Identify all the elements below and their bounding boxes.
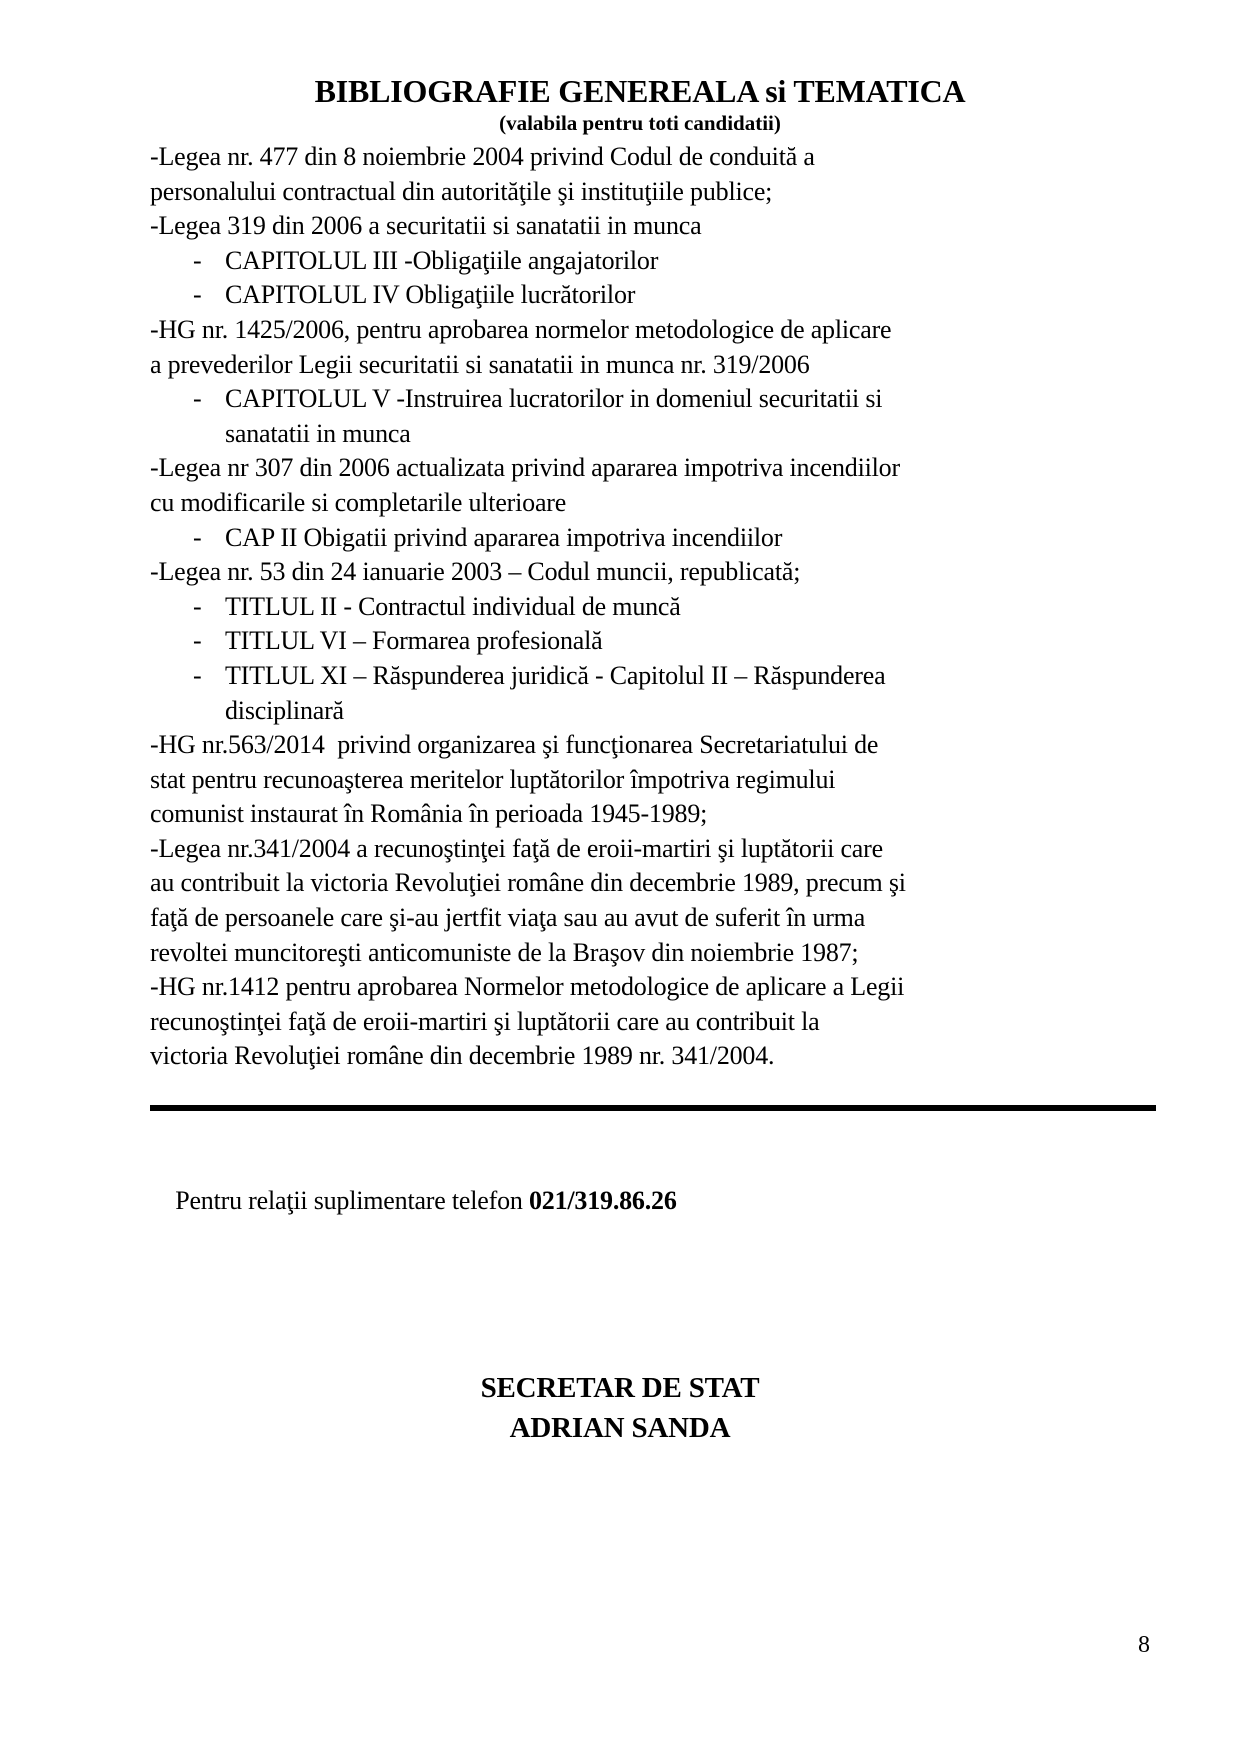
bibliography-line [150, 590, 1090, 625]
bibliography-line [150, 244, 1090, 279]
bibliography-line [150, 382, 1090, 417]
bibliography-line [150, 659, 1090, 694]
bibliography-line: -Legea nr. 53 din 24 ianuarie 2003 – Codul muncii, republicată; [150, 557, 801, 587]
bibliography-line [150, 521, 1090, 556]
bibliography-line: -Legea nr.341/2004 a recunoştinţei faţă de eroii-martiri şi luptătorii care [150, 833, 883, 863]
signature-block [0, 1368, 1240, 1448]
bibliography-line: a prevederilor Legii securitatii si sanatatii in munca nr. 319/2006 [150, 349, 810, 379]
bibliography-line: recunoştinţei faţă de eroii-martiri şi luptătorii care au contribuit la [150, 1006, 820, 1036]
bibliography-line: disciplinară [225, 695, 344, 725]
page-subtitle: (valabila pentru toti candidatii) [499, 111, 781, 135]
bibliography-line: -Legea nr 307 din 2006 actualizata privind apararea impotriva incendiilor [150, 453, 900, 483]
bullet-dash: - [193, 626, 202, 656]
bullet-text: CAPITOLUL V -Instruirea lucratorilor in domeniul securitatii si [225, 384, 883, 414]
phone-number: 021/319.86.26 [529, 1186, 677, 1215]
bullet-dash: - [193, 280, 202, 310]
signature-role: SECRETAR DE STAT [480, 1372, 760, 1404]
bullet-text: TITLUL VI – Formarea profesională [225, 626, 603, 656]
bibliography-line: personalului contractual din autorităţile şi instituţiile publice; [150, 176, 773, 206]
bullet-text: CAPITOLUL IV Obligaţiile lucrătorilor [225, 280, 636, 310]
bibliography-line: cu modificarile si completarile ulterioare [150, 487, 567, 517]
bibliography-line: faţă de persoanele care şi-au jertfit viaţa sau au avut de suferit în urma [150, 903, 866, 933]
bibliography-list [150, 140, 1090, 1074]
bullet-text: TITLUL II - Contractul individual de muncă [225, 591, 681, 621]
bibliography-line: -Legea nr. 477 din 8 noiembrie 2004 privind Codul de conduită a [150, 142, 815, 171]
bibliography-line [150, 624, 1090, 659]
bibliography-line: -Legea 319 din 2006 a securitatii si sanatatii in munca [150, 211, 702, 241]
bullet-dash: - [193, 660, 202, 690]
bibliography-line: sanatatii in munca [225, 418, 411, 448]
page-title: BIBLIOGRAFIE GENEREALA si TEMATICA [314, 73, 966, 109]
document-header [150, 72, 1130, 136]
bibliography-line: revoltei muncitoreşti anticomuniste de la Braşov din noiembrie 1987; [150, 937, 859, 967]
bibliography-line: -HG nr.1412 pentru aprobarea Normelor metodologice de aplicare a Legii [150, 972, 905, 1002]
bibliography-line: stat pentru recunoaşterea meritelor luptătorilor împotriva regimului [150, 764, 836, 794]
bullet-dash: - [193, 245, 202, 275]
bullet-dash: - [193, 522, 202, 552]
bibliography-line: au contribuit la victoria Revoluţiei române din decembrie 1989, precum şi [150, 868, 906, 898]
contact-label: Pentru relaţii suplimentare telefon [175, 1186, 529, 1215]
signature-name: ADRIAN SANDA [509, 1412, 731, 1444]
bullet-text: CAPITOLUL III -Obligaţiile angajatorilor [225, 245, 659, 275]
bullet-text: CAP II Obigatii privind apararea impotriva incendiilor [225, 522, 783, 552]
bibliography-line: -HG nr. 1425/2006, pentru aprobarea normelor metodologice de aplicare [150, 314, 892, 344]
contact-line [150, 1148, 1090, 1215]
bibliography-line: -HG nr.563/2014 privind organizarea şi funcţionarea Secretariatului de [150, 730, 879, 760]
horizontal-rule [150, 1105, 1156, 1111]
bullet-text: TITLUL XI – Răspunderea juridică - Capitolul II – Răspunderea [225, 660, 886, 690]
bibliography-line: comunist instaurat în România în perioada 1945-1989; [150, 799, 708, 829]
bullet-dash: - [193, 384, 202, 414]
bibliography-line: victoria Revoluţiei române din decembrie 1989 nr. 341/2004. [150, 1041, 775, 1071]
bullet-dash: - [193, 591, 202, 621]
page-number: 8 [1138, 1632, 1150, 1658]
bibliography-line [150, 278, 1090, 313]
